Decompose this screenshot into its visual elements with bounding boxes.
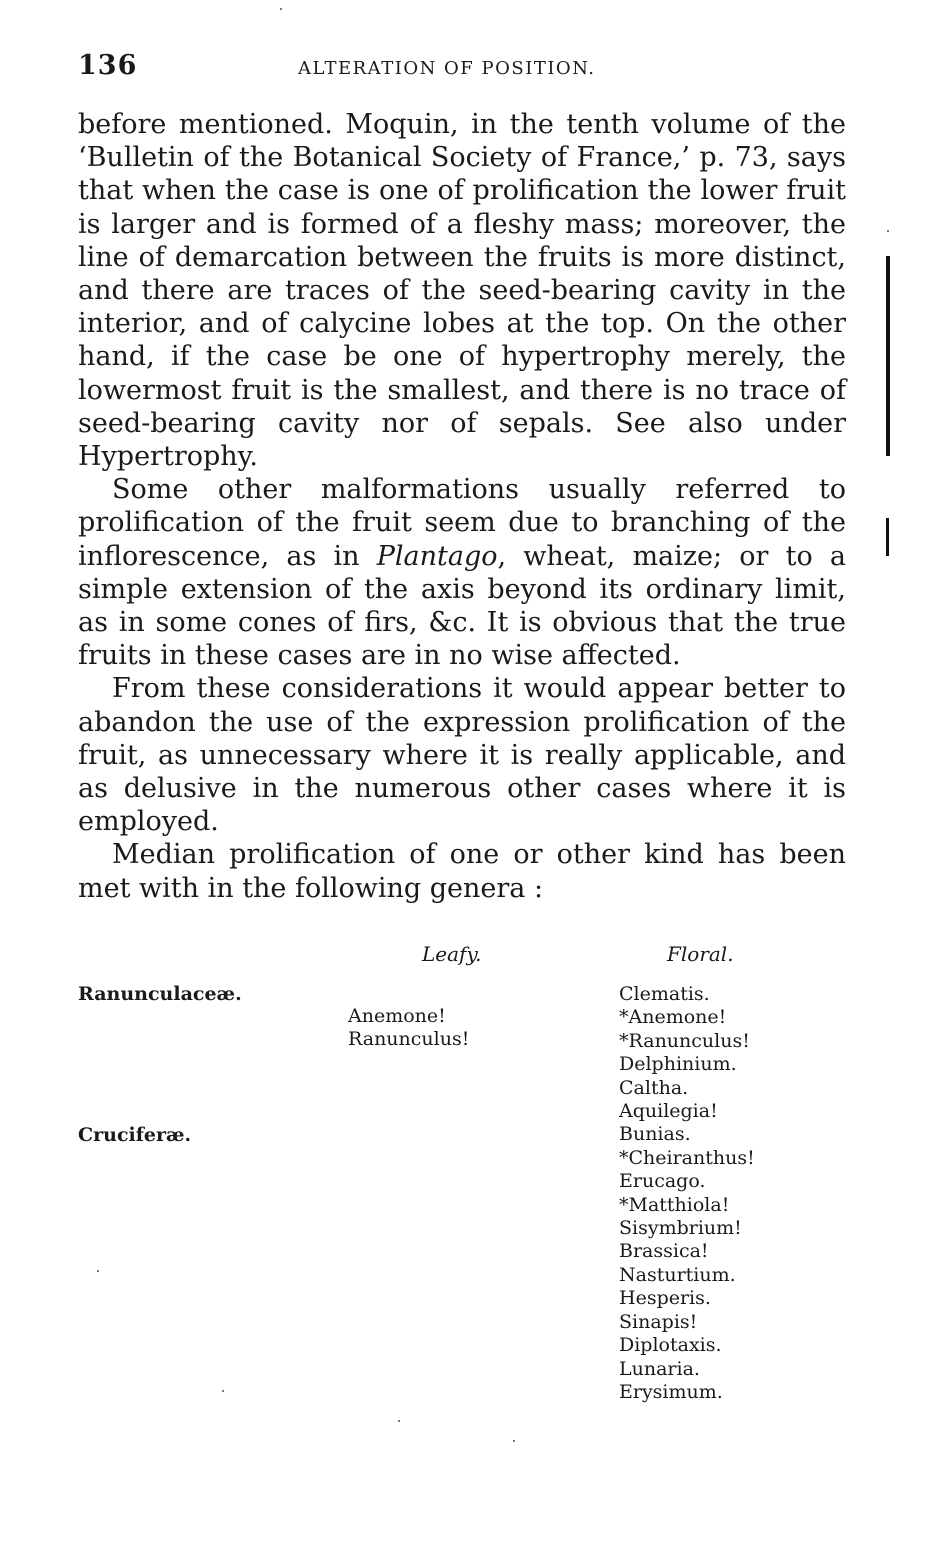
- floral-genus: Sinapis!: [619, 1310, 698, 1333]
- margin-mark-lower: [886, 518, 889, 556]
- body-text: [78, 108, 846, 905]
- floral-genus: Diplotaxis.: [619, 1334, 722, 1357]
- floral-genus: Caltha.: [619, 1076, 689, 1099]
- scan-speck: [280, 8, 282, 10]
- floral-column: [619, 983, 755, 1404]
- page-number: 136: [78, 50, 138, 81]
- paragraph-4: Median prolification of one or other kind has been met with in the following genera :: [78, 839, 846, 904]
- floral-genus: Aquilegia!: [619, 1100, 718, 1123]
- paragraph-2-text-b: , wheat, maize; or to a simple extension of the axis beyond its ordinary limit, as in some cones of firs, &c. It is obvious that the true fruits in these cases are in no wise affected.: [78, 540, 846, 672]
- floral-genus: Nasturtium.: [619, 1263, 736, 1286]
- leafy-genus: Ranunculus!: [348, 1028, 470, 1051]
- paragraph-1: before mentioned. Moquin, in the tenth volume of the ‘Bulletin of the Botanical Society of France,’ p. 73, says that when the case is one of prolification the lower fruit is larger and is formed of a fleshy mass; moreover, the line of demarcation between the fruits is more distinct, and there are traces of the seed-bearing cavity in the interior, and of calycine lobes at the top. On the other hand, if the case be one of hypertrophy merely, the lowermost fruit is the smallest, and there is no trace of seed-bearing cavity nor of sepals. See also under Hypertrophy.: [78, 109, 846, 473]
- floral-genus: Sisymbrium!: [619, 1217, 742, 1240]
- floral-genus: Hesperis.: [619, 1287, 711, 1310]
- scan-speck: [97, 1270, 99, 1272]
- floral-genus: Clematis.: [619, 983, 710, 1005]
- floral-heading: Floral.: [667, 942, 734, 966]
- scan-speck: [513, 1440, 515, 1442]
- paragraph-3: From these considerations it would appear better to abandon the use of the expression prolification of the fruit, as unnecessary where it is really applicable, and as delusive in the numerous other cases where it is employed.: [78, 673, 846, 838]
- plantago-italic: Plantago: [376, 540, 498, 572]
- floral-genus: Bunias.: [619, 1123, 691, 1146]
- scan-speck: [222, 1390, 224, 1392]
- family-ranunculaceae: Ranunculaceæ.: [78, 983, 242, 1005]
- family-cruciferae: Cruciferæ.: [78, 1124, 192, 1146]
- scan-speck: [887, 230, 889, 232]
- leafy-genus: Anemone!: [348, 1005, 446, 1027]
- floral-genus: Lunaria.: [619, 1357, 700, 1380]
- leafy-column: [348, 1005, 469, 1052]
- scan-speck: [398, 1420, 400, 1422]
- paragraph-2-text-a: Some other malformations usually referred to prolification of the fruit seem due to branching of the inflorescence, as in: [78, 474, 846, 572]
- paragraph-2: [78, 473, 846, 672]
- floral-genus: *Anemone!: [619, 1006, 727, 1029]
- floral-genus: *Matthiola!: [619, 1193, 730, 1216]
- floral-genus: Erysimum.: [619, 1380, 723, 1403]
- floral-genus: *Ranunculus!: [619, 1029, 750, 1052]
- floral-genus: *Cheiranthus!: [619, 1146, 755, 1169]
- leafy-heading: Leafy.: [422, 942, 482, 966]
- running-head: ALTERATION OF POSITION.: [298, 58, 596, 79]
- floral-genus: Erucago.: [619, 1170, 706, 1193]
- floral-genus: Delphinium.: [619, 1053, 737, 1076]
- margin-mark-upper: [886, 256, 890, 456]
- floral-genus: Brassica!: [619, 1240, 709, 1263]
